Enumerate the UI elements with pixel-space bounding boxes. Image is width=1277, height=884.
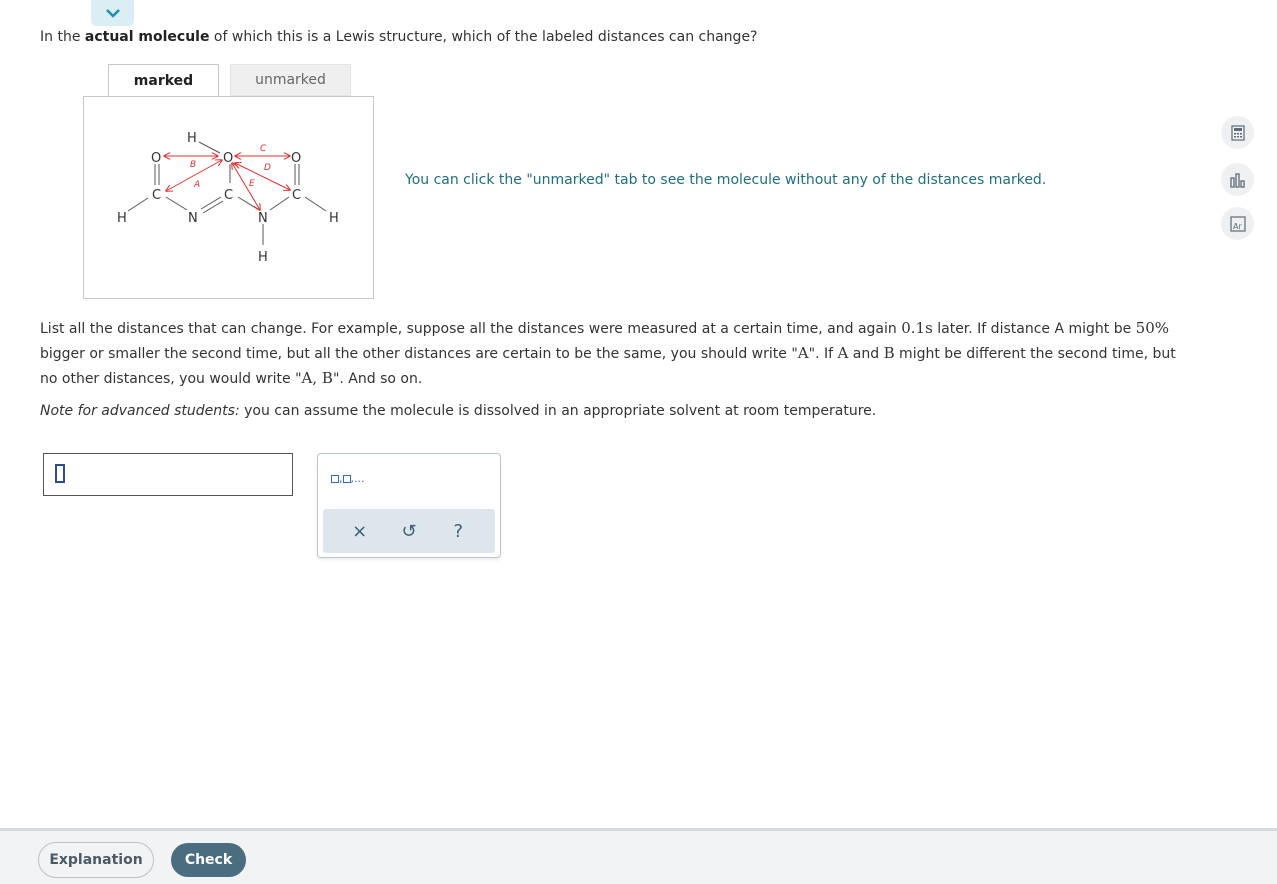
- tab-marked[interactable]: marked: [108, 64, 219, 97]
- atom-n-right: N: [258, 211, 268, 226]
- palette-actions: [323, 509, 495, 553]
- atom-c-right: C: [292, 188, 302, 203]
- atom-h-top: H: [187, 131, 197, 146]
- chevron-down-icon: [105, 8, 121, 18]
- placeholder-box-icon: [331, 475, 339, 483]
- atom-c-center: C: [224, 188, 234, 203]
- input-cursor: [55, 464, 65, 483]
- atom-o-center: O: [223, 151, 234, 166]
- instructions-paragraph: List all the distances that can change. For example, suppose all the distances were measured at a certain time, and again 0.1s later. If distance A might be 50% bigger or smaller the second time, but all the other distances are certain to be the same, you should write "A". If A and B might be different the second time, but no other distances, you would write "A, B". And so on.: [40, 319, 1176, 387]
- undo-button[interactable]: ↺: [401, 520, 417, 542]
- distance-label-c: C: [260, 144, 267, 154]
- placeholder-box-icon: [343, 475, 351, 483]
- molecule-diagram: [84, 97, 375, 300]
- periodic-table-icon: [1229, 215, 1247, 233]
- svg-text:Ar: Ar: [1232, 221, 1242, 231]
- atom-h-left: H: [117, 211, 127, 226]
- answer-field[interactable]: [43, 453, 293, 496]
- input-palette: [317, 453, 501, 558]
- data-chart-button[interactable]: [1221, 163, 1254, 196]
- atom-o-right: O: [291, 151, 302, 166]
- calculator-icon: [1230, 125, 1246, 141]
- check-button[interactable]: Check: [171, 843, 246, 877]
- collapse-toggle[interactable]: [91, 0, 134, 26]
- atom-c-left: C: [152, 188, 162, 203]
- chart-icon: [1229, 172, 1247, 188]
- question-text: In the actual molecule of which this is a Lewis structure, which of the labeled distances can change?: [40, 29, 758, 45]
- help-button[interactable]: ?: [453, 520, 464, 542]
- clear-button[interactable]: ×: [352, 520, 368, 542]
- atom-h-right: H: [329, 211, 339, 226]
- list-template-button[interactable]: , ,...: [331, 472, 365, 485]
- advanced-note: Note for advanced students: you can assume the molecule is dissolved in an appropriate solvent at room temperature.: [40, 403, 877, 419]
- lewis-structure: [83, 96, 374, 299]
- distance-label-b: B: [190, 160, 197, 170]
- atom-h-bottom: H: [258, 250, 268, 265]
- distance-label-a: A: [194, 180, 201, 190]
- periodic-table-button[interactable]: [1221, 207, 1254, 240]
- explanation-button[interactable]: Explanation: [38, 842, 154, 878]
- tab-unmarked[interactable]: unmarked: [230, 64, 351, 96]
- footer-bar: [0, 828, 1277, 884]
- atom-o-left: O: [151, 151, 162, 166]
- atom-n-left: N: [188, 211, 198, 226]
- calculator-button[interactable]: [1221, 116, 1254, 149]
- distance-label-d: D: [264, 163, 271, 173]
- distance-label-e: E: [249, 179, 255, 189]
- unmarked-hint: You can click the "unmarked" tab to see the molecule without any of the distances marked.: [405, 172, 1047, 188]
